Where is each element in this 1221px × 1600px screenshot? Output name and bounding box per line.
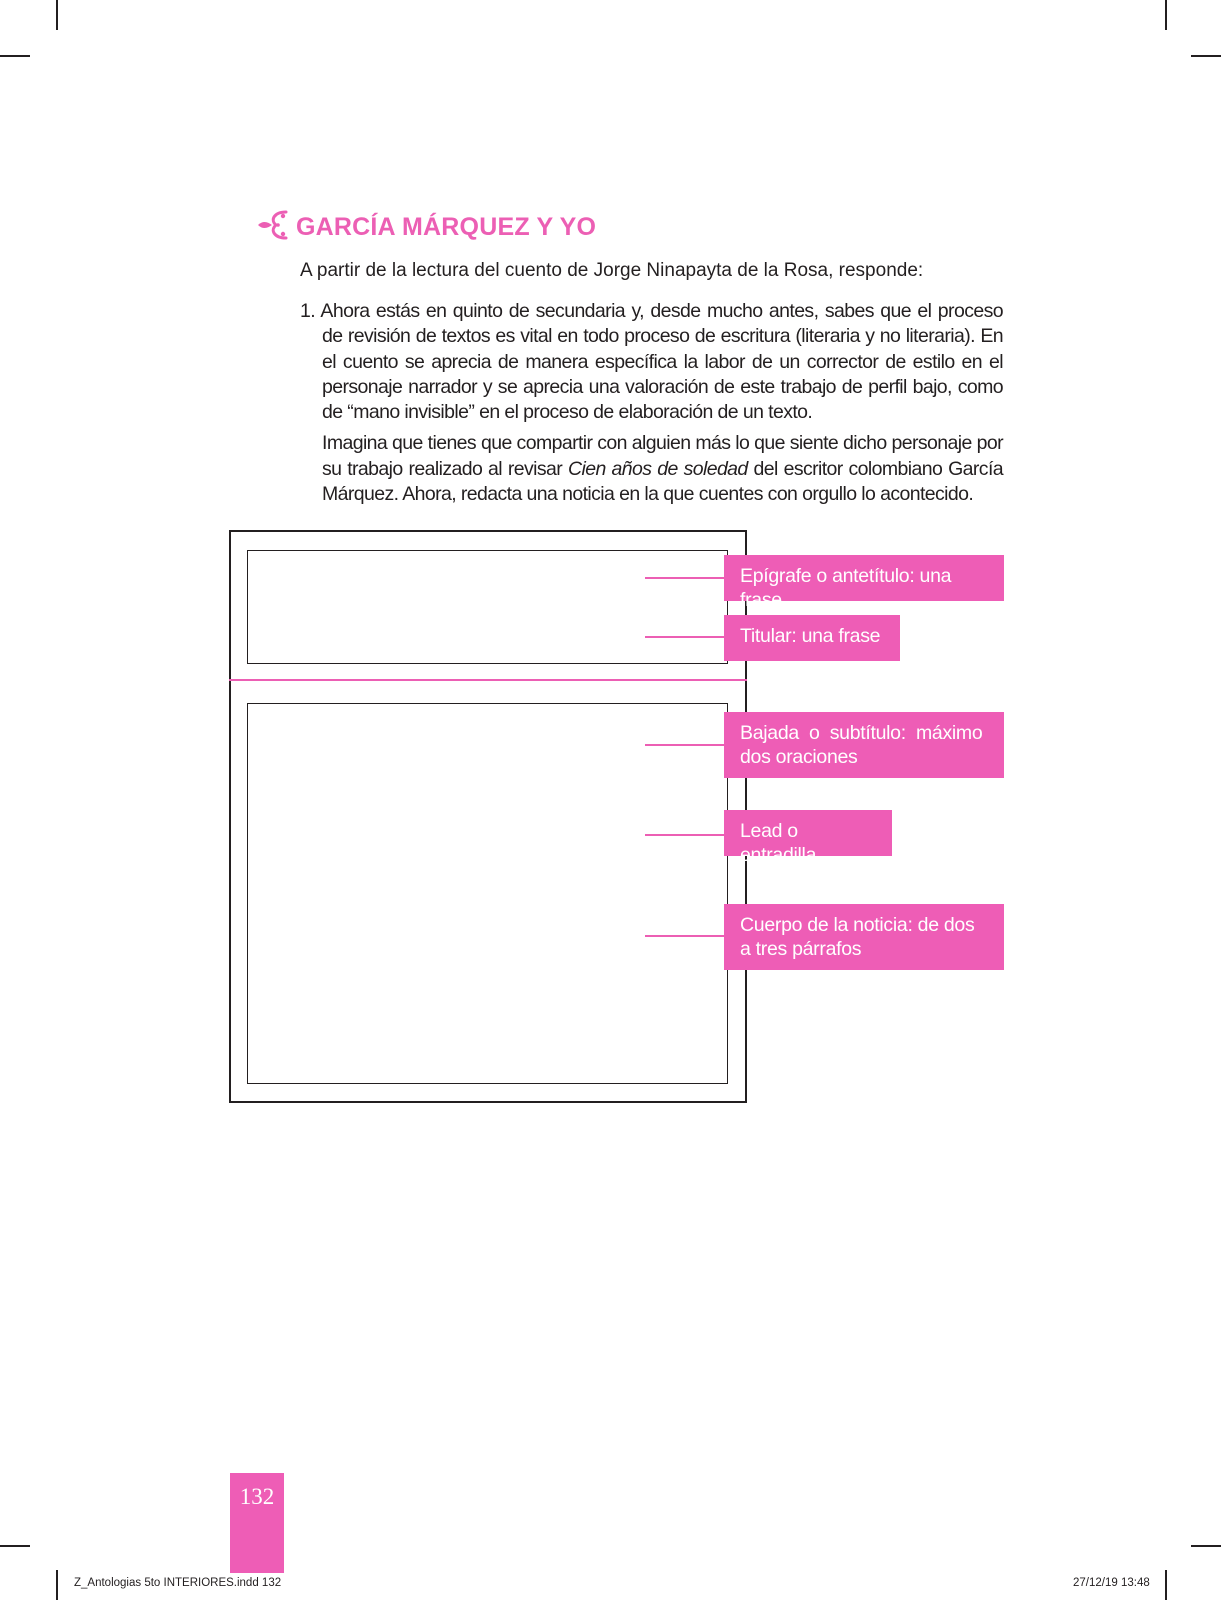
label-text: a tres párrafos xyxy=(740,938,862,960)
connector-line xyxy=(645,744,725,746)
divider-line xyxy=(229,679,747,681)
question-text-2a: Imagina que tienes que compartir con alguien más lo que siente dicho personaje por su trabajo realizado al revisar xyxy=(322,432,1003,480)
fleuron-ornament-icon xyxy=(256,208,290,247)
intro-text: A partir de la lectura del cuento de Jorge Ninapayta de la Rosa, responde: xyxy=(300,260,924,281)
page-title: GARCÍA MÁRQUEZ Y YO xyxy=(296,213,597,241)
crop-mark xyxy=(1165,0,1167,30)
connector-line xyxy=(645,577,725,579)
footer-date-slug: 27/12/19 13:48 xyxy=(1073,1577,1150,1589)
label-titular xyxy=(724,615,900,661)
question-text: Ahora estás en quinto de secundaria y, desde mucho antes, sabes que el proceso de revisión de textos es vital en todo proceso de escritura (literaria y no literaria). En el cuento se aprecia de manera específica la labor de un corrector de estilo en el personaje narrador y se aprecia una valoración de este trabajo de perfil bajo, como de “mano invisible” en el proceso de elaboración de un texto. xyxy=(320,300,1003,424)
question-paragraph xyxy=(300,299,1003,425)
footer-file-slug: Z_Antologias 5to INTERIORES.indd 132 xyxy=(74,1577,282,1589)
connector-line xyxy=(645,834,725,836)
connector-line xyxy=(645,935,725,937)
label-text: Cuerpo de la noticia: de dos xyxy=(740,914,975,936)
label-text: Titular: una frase xyxy=(740,625,881,647)
label-cuerpo xyxy=(724,904,1004,970)
question-1 xyxy=(300,299,1003,507)
label-text: Bajada o subtítulo: máximo xyxy=(740,722,983,744)
question-paragraph-2 xyxy=(300,431,1003,507)
body-area[interactable] xyxy=(247,703,728,1084)
connector-line xyxy=(645,636,725,638)
crop-mark xyxy=(1191,1545,1221,1547)
crop-mark xyxy=(1165,1570,1167,1600)
page-number: 132 xyxy=(239,1484,275,1509)
label-text: Lead o entradilla xyxy=(740,820,817,866)
section-heading xyxy=(256,208,596,247)
label-epigrafe xyxy=(724,555,1004,611)
label-text: Epígrafe o antetítulo: una frase xyxy=(740,565,952,611)
label-lead xyxy=(724,810,892,866)
crop-mark xyxy=(56,0,58,30)
question-number: 1. xyxy=(300,300,316,322)
crop-mark xyxy=(1191,55,1221,57)
book-title: Cien años de soledad xyxy=(568,457,748,480)
question-text-2b: del escritor colombiano García Márquez. Ahora, redacta una noticia en la que cuentes con orgullo lo acontecido. xyxy=(322,457,1004,506)
headline-area[interactable] xyxy=(247,550,728,664)
crop-mark xyxy=(0,1545,30,1547)
label-text: dos oraciones xyxy=(740,746,858,768)
crop-mark xyxy=(56,1570,58,1600)
crop-mark xyxy=(0,55,30,57)
label-bajada xyxy=(724,712,1004,778)
